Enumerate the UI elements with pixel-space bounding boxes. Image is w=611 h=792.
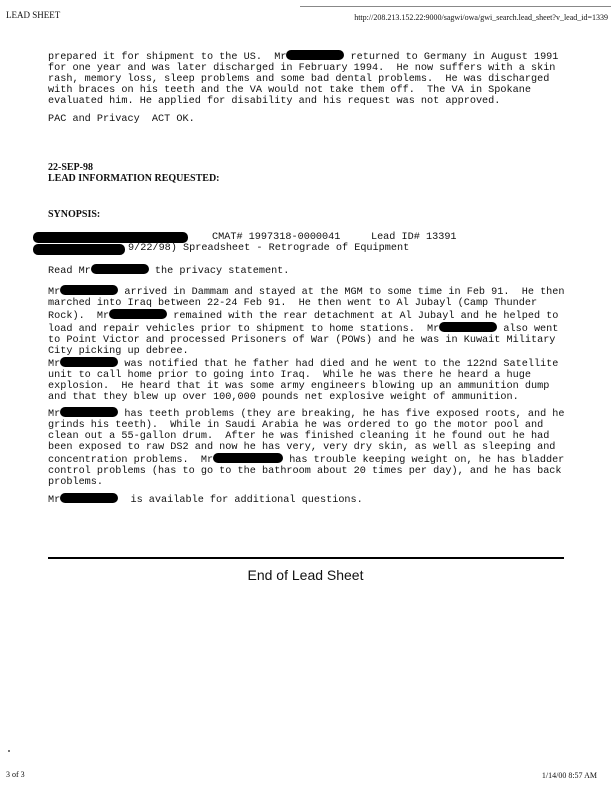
header-url: http://208.213.152.22:9000/sagwi/owa/gwi_search.lead_sheet?v_lead_id=1339 — [354, 13, 608, 22]
synopsis-heading: SYNOPSIS: — [48, 209, 101, 220]
print-timestamp: 1/14/00 8:57 AM — [541, 771, 597, 780]
redaction — [60, 357, 118, 367]
redaction — [91, 264, 149, 274]
privacy-statement-line: Read Mr the privacy statement. — [48, 266, 290, 277]
paragraph-health: Mr has teeth problems (they are breaking, he has five exposed roots, and he grinds his teeth). While in Saudi Arabia he was ordered to go the motor pool and clean out a 55-gallon drum. After he was finished cleaning it he found out he had been exposed to raw DS2 and now he has very, very dry skin, as well as sleeping and concentration problems. Mr has trouble keeping weight on, he has bladder control problems (has to go to the bathroom about 20 times per day), and he has back problems. — [48, 409, 565, 488]
end-divider — [48, 557, 564, 559]
redaction — [60, 285, 118, 295]
header-title: LEAD SHEET — [6, 10, 61, 20]
redaction — [33, 244, 125, 255]
synopsis-cmat-line: CMAT# 1997318-0000041 Lead ID# 13391 — [212, 232, 457, 243]
paragraph-availability: Mr is available for additional questions. — [48, 495, 363, 506]
synopsis-spreadsheet-line: 9/22/98) Spreadsheet - Retrograde of Equipment — [128, 243, 410, 254]
scan-speck — [8, 750, 10, 752]
header-rule — [300, 6, 611, 7]
intro-paragraph: prepared it for shipment to the US. Mr returned to Germany in August 1991 for one year and was later discharged in February 1994. He now suffers with a skin rash, memory loss, sleep problems and some bad dental problems. He was discharged with braces on his teeth and the VA would not take them off. The VA in Spokane evaluated him. He applied for disability and his request was not approved. — [48, 52, 559, 107]
redaction — [60, 407, 118, 417]
end-of-lead-sheet: End of Lead Sheet — [247, 567, 364, 583]
redaction — [213, 453, 283, 463]
redaction — [286, 50, 344, 60]
redaction — [33, 232, 188, 243]
paragraph-deployment: Mr arrived in Dammam and stayed at the MGM to some time in Feb 91. He then marched into Iraq between 22-24 Feb 91. He then went to Al Jubayl (Camp Thunder Rock). Mr remained with the rear detachment at Al Jubayl and he helped to load and repair vehicles prior to shipment to home stations. Mr also went to Point Victor and processed Prisoners of War (POWs) and he was in Kuwait Military City picking up debree. — [48, 287, 565, 357]
lead-date: 22-SEP-98 — [48, 162, 93, 173]
redaction — [439, 322, 497, 332]
page-number: 3 of 3 — [6, 770, 25, 779]
paragraph-explosion: Mr was notified that he father had died and he went to the 122nd Satellite unit to call home prior to going into Iraq. While he was there he heard a huge explosion. He heard that it was some army engineers blowing up an ammunition dump and that they blew up over 100,000 pounds net explosive weight of ammunition. — [48, 359, 559, 403]
lead-requested-heading: LEAD INFORMATION REQUESTED: — [48, 173, 220, 184]
pac-privacy-line: PAC and Privacy ACT OK. — [48, 114, 195, 125]
redaction — [109, 309, 167, 319]
redaction — [60, 493, 118, 503]
